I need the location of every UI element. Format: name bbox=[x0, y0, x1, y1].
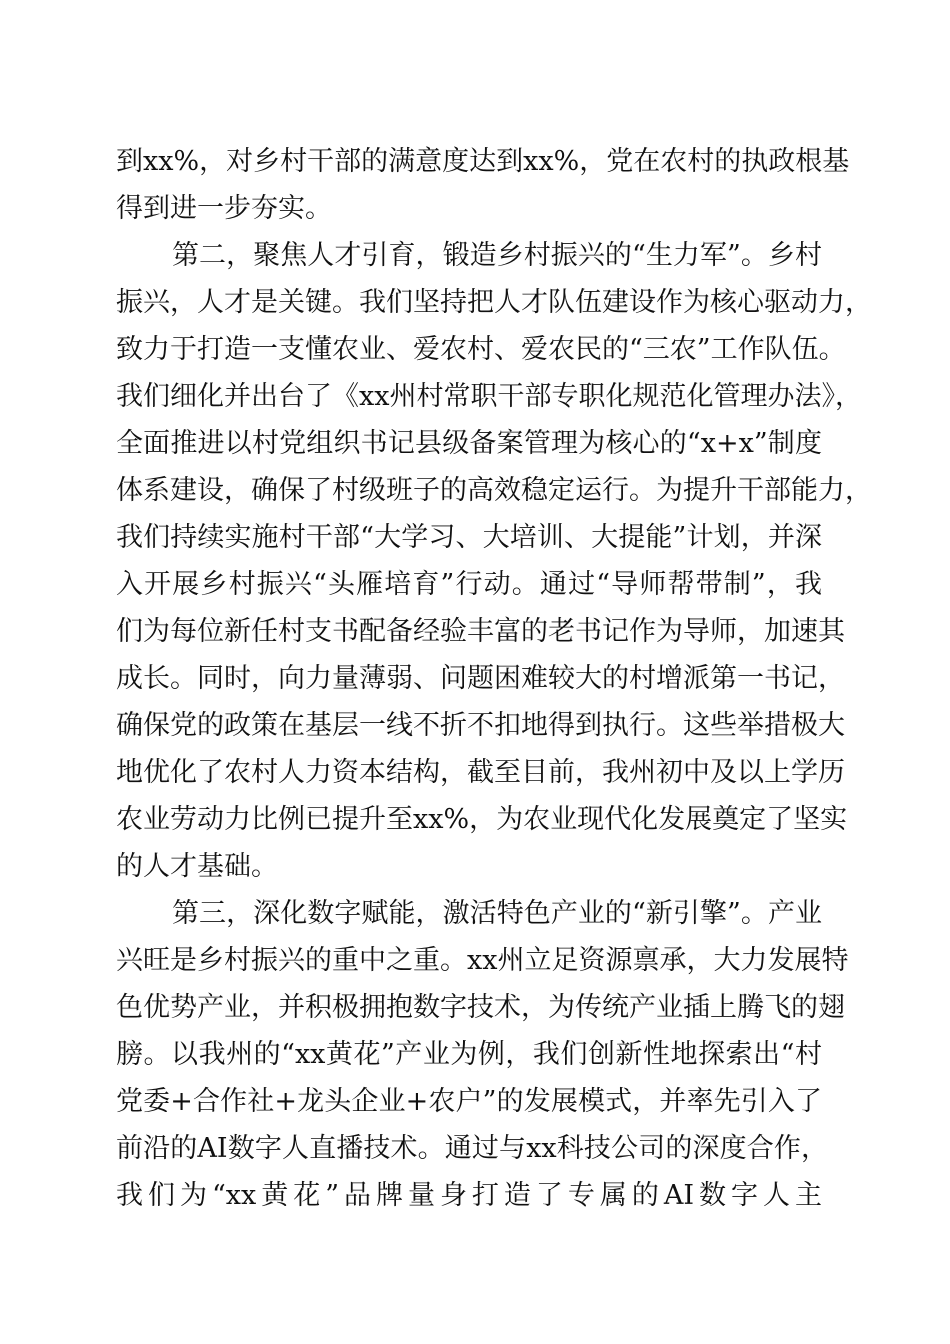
text-line bbox=[0, 374, 950, 420]
line-text: 体系建设，确保了村级班子的高效稳定运行。为提升干部能力， bbox=[116, 475, 872, 506]
text-line bbox=[0, 844, 950, 890]
line-text: 党委+合作社+龙头企业+农户”的发展模式，并率先引入了 bbox=[116, 1086, 822, 1117]
text-line bbox=[0, 750, 950, 796]
text-line bbox=[0, 515, 950, 561]
text-line bbox=[0, 1126, 950, 1172]
line-text: 膀。以我州的“xx黄花”产业为例，我们创新性地探索出“村 bbox=[116, 1039, 822, 1070]
line-text: 第二，聚焦人才引育，锻造乡村振兴的“生力军”。乡村 bbox=[172, 240, 822, 271]
text-line bbox=[0, 938, 950, 984]
line-text: 入开展乡村振兴“头雁培育”行动。通过“导师帮带制”，我 bbox=[116, 569, 822, 600]
line-text: 振兴，人才是关键。我们坚持把人才队伍建设作为核心驱动力， bbox=[116, 287, 872, 318]
text-line bbox=[0, 327, 950, 373]
text-line bbox=[0, 562, 950, 608]
text-line bbox=[0, 186, 950, 232]
line-text: 成长。同时，向力量薄弱、问题困难较大的村增派第一书记， bbox=[116, 663, 845, 694]
line-text: 前沿的AI数字人直播技术。通过与xx科技公司的深度合作， bbox=[116, 1133, 828, 1164]
line-text: 我们持续实施村干部“大学习、大培训、大提能”计划，并深 bbox=[116, 522, 822, 553]
line-text: 地优化了农村人力资本结构，截至目前，我州初中及以上学历 bbox=[116, 757, 845, 788]
text-line bbox=[0, 1173, 950, 1219]
text-line bbox=[0, 139, 950, 185]
line-text: 们为每位新任村支书配备经验丰富的老书记作为导师，加速其 bbox=[116, 616, 845, 647]
text-line bbox=[0, 1032, 950, 1078]
line-text: 我们为“xx黄花”品牌量身打造了专属的AI数字人主 bbox=[116, 1180, 822, 1211]
line-text: 第三，深化数字赋能，激活特色产业的“新引擎”。产业 bbox=[172, 898, 822, 929]
paragraph-start-line bbox=[0, 233, 950, 279]
text-line bbox=[0, 1079, 950, 1125]
text-line bbox=[0, 280, 950, 326]
line-text: 致力于打造一支懂农业、爱农村、爱农民的“三农”工作队伍。 bbox=[116, 334, 846, 365]
line-text: 到xx%，对乡村干部的满意度达到xx%，党在农村的执政根基 bbox=[116, 146, 850, 177]
text-line bbox=[0, 703, 950, 749]
line-text: 农业劳动力比例已提升至xx%，为农业现代化发展奠定了坚实 bbox=[116, 804, 848, 835]
line-text: 的人才基础。 bbox=[116, 851, 278, 882]
paragraph-start-line bbox=[0, 891, 950, 937]
line-text: 色优势产业，并积极拥抱数字技术，为传统产业插上腾飞的翅 bbox=[116, 992, 845, 1023]
text-line bbox=[0, 609, 950, 655]
line-text: 得到进一步夯实。 bbox=[116, 193, 332, 224]
line-text: 我们细化并出台了《xx州村常职干部专职化规范化管理办法》， bbox=[116, 381, 862, 412]
text-line bbox=[0, 985, 950, 1031]
line-text: 兴旺是乡村振兴的重中之重。xx州立足资源禀承，大力发展特 bbox=[116, 945, 849, 976]
text-line bbox=[0, 468, 950, 514]
text-line bbox=[0, 797, 950, 843]
line-text: 全面推进以村党组织书记县级备案管理为核心的“x+x”制度 bbox=[116, 428, 822, 459]
line-text: 确保党的政策在基层一线不折不扣地得到执行。这些举措极大 bbox=[116, 710, 845, 741]
text-line bbox=[0, 656, 950, 702]
text-line bbox=[0, 421, 950, 467]
